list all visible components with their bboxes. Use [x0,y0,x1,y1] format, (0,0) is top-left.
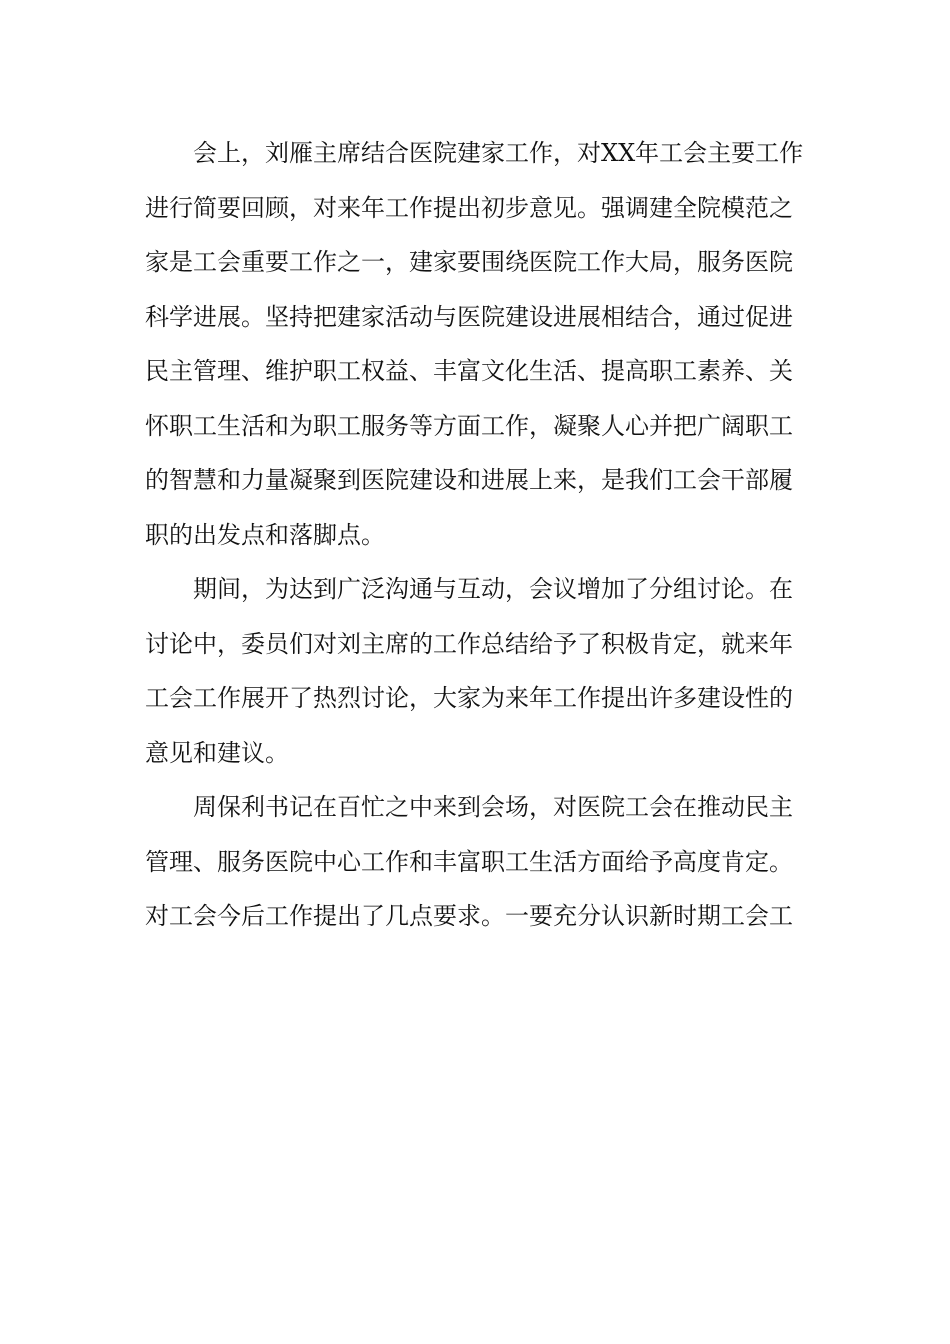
paragraph-line: 期间，为达到广泛沟通与互动，会议增加了分组讨论。在 [193,575,793,603]
paragraph-line: 管理、服务医院中心工作和丰富职工生活方面给予高度肯定。 [145,847,793,876]
paragraph-line: 科学进展。坚持把建家活动与医院建设进展相结合，通过促进 [145,302,793,331]
paragraph-line: 对工会今后工作提出了几点要求。一要充分认识新时期工会工 [145,902,793,930]
document-body [145,126,805,944]
paragraph-line: 会上，刘雁主席结合医院建家工作，对XX年工会主要工作 [193,139,804,167]
paragraph-line: 民主管理、维护职工权益、丰富文化生活、提高职工素养、关 [145,357,793,385]
paragraph-line: 家是工会重要工作之一，建家要围绕医院工作大局，服务医院 [145,248,793,276]
paragraph-1 [145,126,805,562]
paragraph-line: 意见和建议。 [145,738,289,767]
paragraph-3 [145,780,805,944]
paragraph-line: 怀职工生活和为职工服务等方面工作，凝聚人心并把广阔职工 [145,411,793,440]
paragraph-line: 工会工作展开了热烈讨论，大家为来年工作提出许多建设性的 [145,684,793,712]
paragraph-line: 的智慧和力量凝聚到医院建设和进展上来，是我们工会干部履 [145,466,793,494]
paragraph-line: 周保利书记在百忙之中来到会场，对医院工会在推动民主 [193,793,793,821]
paragraph-line: 职的出发点和落脚点。 [145,520,385,549]
paragraph-2 [145,562,805,780]
paragraph-line: 进行简要回顾，对来年工作提出初步意见。强调建全院模范之 [145,193,793,222]
paragraph-line: 讨论中，委员们对刘主席的工作总结给予了积极肯定，就来年 [145,629,793,658]
